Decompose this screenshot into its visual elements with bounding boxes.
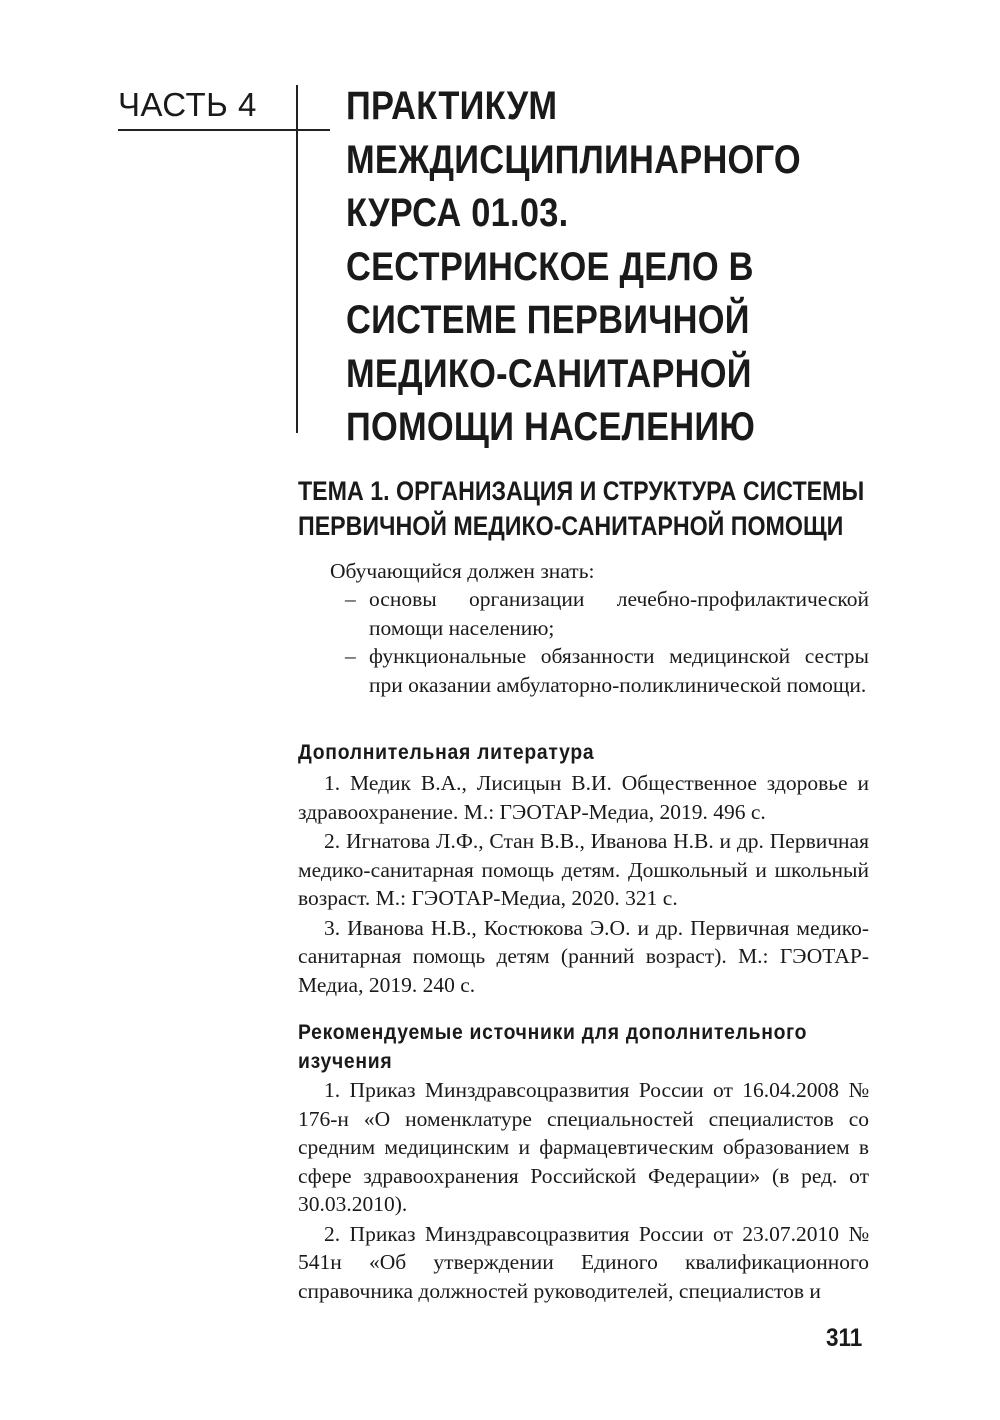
- list-item: – основы организации лечебно-профилактической помощи населению;: [345, 585, 869, 642]
- literature-list: [298, 769, 869, 1000]
- part-vertical-rule: [296, 85, 298, 433]
- list-item: 1. Приказ Минздравсоцразвития России от 16.04.2008 № 176-н «О номенклатуре специальностей специалистов со средним медицинским и фармацевтическим образованием в сфере здравоохранения Российской Федерации» (в ред. от 30.03.2010).: [298, 1078, 869, 1216]
- page-number: 311: [826, 1324, 863, 1352]
- part-label: ЧАСТЬ 4: [118, 86, 257, 123]
- part-title: ПРАКТИКУМ МЕЖДИСЦИПЛИНАРНОГО КУРСА 01.03. СЕСТРИНСКОЕ ДЕЛО В СИСТЕМЕ ПЕРВИЧНОЙ МЕДИКО-САНИТАРНОЙ ПОМОЩИ НАСЕЛЕНИЮ: [346, 84, 801, 449]
- learner-intro: Обучающийся должен знать:: [330, 559, 595, 583]
- list-item: – функциональные обязанности медицинской сестры при оказании амбулаторно-поликлинической помощи.: [345, 642, 869, 699]
- recommended-sources-heading: Рекомендуемые источники для дополнительного изучения: [298, 1020, 808, 1073]
- part-horizontal-rule: [118, 129, 330, 131]
- list-item: 1. Медик В.А., Лисицын В.И. Общественное здоровье и здравоохранение. М.: ГЭОТАР-Медиа, 2019. 496 с.: [298, 771, 869, 824]
- topic-title: ТЕМА 1. ОРГАНИЗАЦИЯ И СТРУКТУРА СИСТЕМЫ ПЕРВИЧНОЙ МЕДИКО-САНИТАРНОЙ ПОМОЩИ: [298, 476, 865, 541]
- list-item: 3. Иванова Н.В., Костюкова Э.О. и др. Первичная медико-санитарная помощь детям (ранний возраст). М.: ГЭОТАР-Медиа, 2019. 240 с.: [298, 915, 869, 997]
- list-item: 2. Приказ Минздравсоцразвития России от 23.07.2010 № 541н «Об утверждении Единого квалификационного справочника должностей руководителей, специалистов и: [298, 1221, 869, 1303]
- literature-heading: Дополнительная литература: [298, 740, 595, 764]
- learner-requirements-list: [345, 585, 869, 699]
- recommended-sources-list: [298, 1076, 869, 1306]
- list-item: 2. Игнатова Л.Ф., Стан В.В., Иванова Н.В. и др. Первичная медико-санитарная помощь детям. Дошкольный и школьный возраст. М.: ГЭОТАР-Медиа, 2020. 321 с.: [298, 829, 869, 910]
